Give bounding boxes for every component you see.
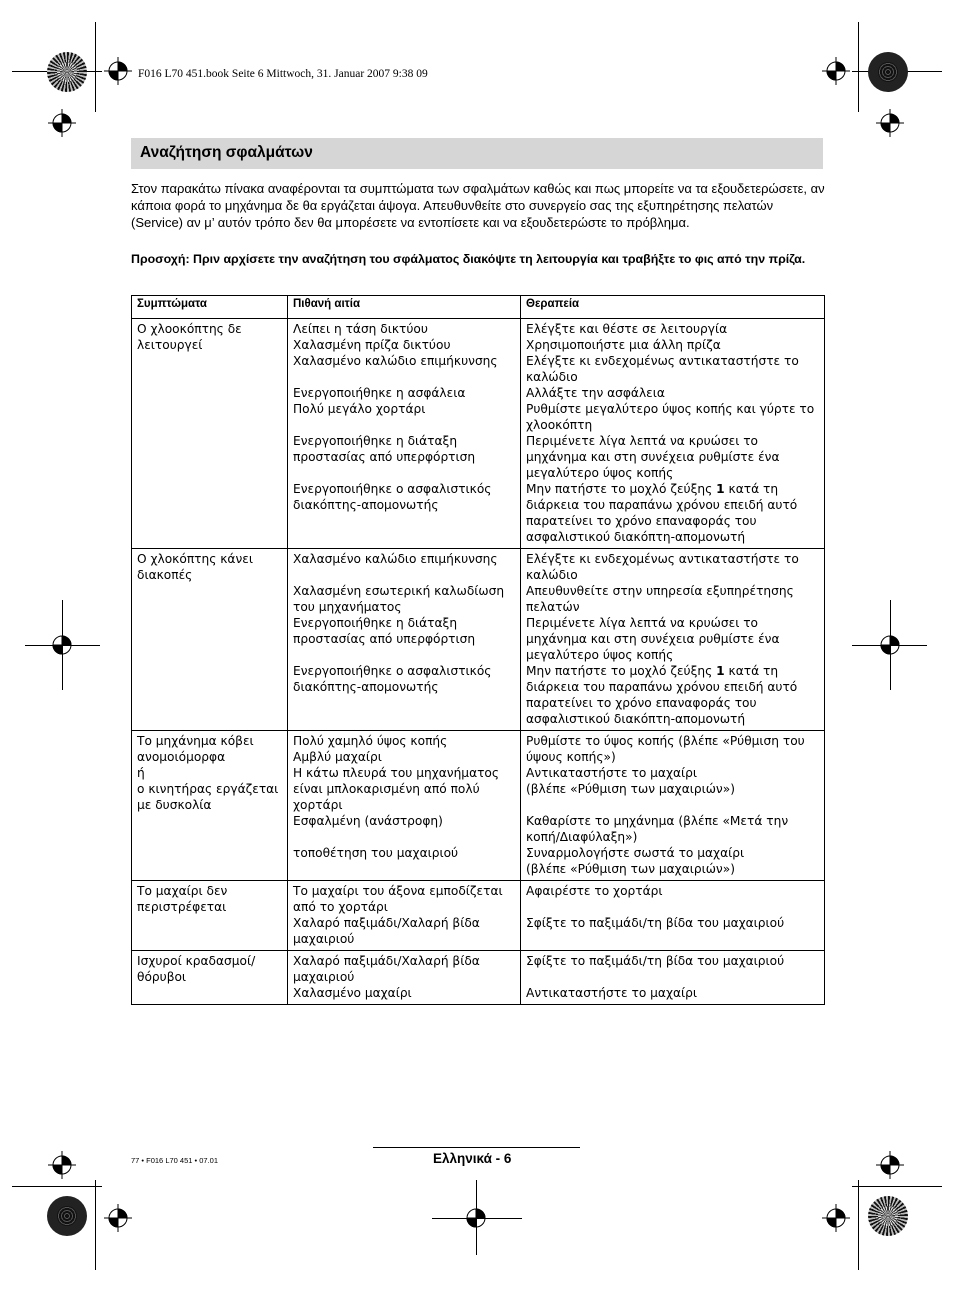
column-header-symptoms: Συμπτώματα (132, 296, 288, 319)
table-row (132, 549, 825, 731)
intro-paragraph: Στον παρακάτω πίνακα αναφέρονται τα συμπτώματα των σφαλμάτων καθώς και πως μπορείτε να τα εξουδετερώσετε, αν κάποια φορά το μηχάνημα δε θα εργάζεται άψογα. Απευθυνθείτε στο συνεργείο σας της εξυπηρέτησης πελατών (Service) αν μ’ αυτόν τρόπο δεν θα μπορέσετε να εντοπίσετε και να εξουδετερώστε το πρόβλημα. (131, 181, 825, 230)
column-header-cause: Πιθανή αιτία (288, 296, 521, 319)
footer-rule (373, 1147, 580, 1148)
warning-paragraph: Προσοχή: Πριν αρχίσετε την αναζήτηση του σφάλματος διακόψτε τη λειτουργία και τραβήξτε το φις από την πρίζα. (131, 252, 806, 266)
remedy-cell: Σφίξτε το παξιμάδι/τη βίδα του μαχαιριού Αντικαταστήστε το μαχαίρι (521, 951, 825, 1005)
cause-cell: Χαλαρό παξιμάδι/Χαλαρή βίδα μαχαιριού Χαλασμένο μαχαίρι (288, 951, 521, 1005)
page-number: Ελληνικά - 6 (433, 1151, 512, 1166)
cause-cell: Χαλασμένο καλώδιο επιμήκυνσης Χαλασμένη εσωτερική καλωδίωση του μηχανήματος Ενεργοποιήθηκε η διάταξη προστασίας από υπερφόρτιση Ενεργοποιήθηκε ο ασφαλιστικός διακόπτης-απομονωτής (288, 549, 521, 731)
cause-cell: Το μαχαίρι του άξονα εμποδίζεται από το χορτάρι Χαλαρό παξιμάδι/Χαλαρή βίδα μαχαιριού (288, 881, 521, 951)
table-row (132, 951, 825, 1005)
remedy-cell: Ελέγξτε κι ενδεχομένως αντικαταστήστε το καλώδιο Απευθυνθείτε στην υπηρεσία εξυπηρέτησης πελατών Περιμένετε λίγα λεπτά να κρυώσει το μηχάνημα και στη συνέχεια ρυθμίστε ένα μεγαλύτερο ύψος κοπής Μην πατήστε το μοχλό ζεύξης 1 κατά τη διάρκεια του παραπάνω χρόνου επειδή αυτό παρατείνει το χρόνο επαναφοράς του ασφαλιστικού διακόπτη-απομονωτή (521, 549, 825, 731)
cause-cell: Λείπει η τάση δικτύου Χαλασμένη πρίζα δικτύου Χαλασμένο καλώδιο επιμήκυνσης Ενεργοποιήθηκε η ασφάλεια Πολύ μεγάλο χορτάρι Ενεργοποιήθηκε η διάταξη προστασίας από υπερφόρτιση Ενεργοποιήθηκε ο ασφαλιστικός διακόπτης-απομονωτής (288, 319, 521, 549)
symptom-cell: Το μηχάνημα κόβει ανομοιόμορφα ή ο κινητήρας εργάζεται με δυσκολία (132, 731, 288, 881)
table-row (132, 731, 825, 881)
cause-cell: Πολύ χαμηλό ύψος κοπής Αμβλύ μαχαίρι Η κάτω πλευρά του μηχανήματος είναι μπλοκαρισμένη από πολύ χορτάρι Εσφαλμένη (ανάστροφη) τοποθέτηση του μαχαιριού (288, 731, 521, 881)
section-title: Αναζήτηση σφαλμάτων (140, 144, 313, 161)
remedy-cell: Ελέγξτε και θέστε σε λειτουργία Χρησιμοποιήστε μια άλλη πρίζα Ελέγξτε κι ενδεχομένως αντικαταστήστε το καλώδιο Αλλάξτε την ασφάλεια Ρυθμίστε μεγαλύτερο ύψος κοπής και γύρτε το χλοοκόπτη Περιμένετε λίγα λεπτά να κρυώσει το μηχάνημα και στη συνέχεια ρυθμίστε ένα μεγαλύτερο ύψος κοπής Μην πατήστε το μοχλό ζεύξης 1 κατά τη διάρκεια του παραπάνω χρόνου επειδή αυτό παρατείνει το χρόνο επαναφοράς του ασφαλιστικού διακόπτη-απομονωτή (521, 319, 825, 549)
symptom-cell: Ο χλοοκόπτης δε λειτουργεί (132, 319, 288, 549)
remedy-cell: Αφαιρέστε το χορτάρι Σφίξτε το παξιμάδι/τη βίδα του μαχαιριού (521, 881, 825, 951)
table-header-row (132, 296, 825, 319)
table-row (132, 881, 825, 951)
column-header-remedy: Θεραπεία (521, 296, 825, 319)
troubleshooting-table (131, 295, 825, 1005)
print-slug: F016 L70 451.book Seite 6 Mittwoch, 31. Januar 2007 9:38 09 (138, 68, 428, 80)
symptom-cell: Ο χλοκόπτης κάνει διακοπές (132, 549, 288, 731)
table-row (132, 319, 825, 549)
remedy-cell: Ρυθμίστε το ύψος κοπής (βλέπε «Ρύθμιση του ύψους κοπής») Αντικαταστήστε το μαχαίρι (βλέπε «Ρύθμιση των μαχαιριών») Καθαρίστε το μηχάνημα (βλέπε «Μετά την κοπή/Διαφύλαξη») Συναρμολογήστε σωστά το μαχαίρι (βλέπε «Ρύθμιση των μαχαιριών») (521, 731, 825, 881)
symptom-cell: Το μαχαίρι δεν περιστρέφεται (132, 881, 288, 951)
symptom-cell: Ισχυροί κραδασμοί/θόρυβοι (132, 951, 288, 1005)
footer-print-code: 77 • F016 L70 451 • 07.01 (131, 1156, 218, 1165)
